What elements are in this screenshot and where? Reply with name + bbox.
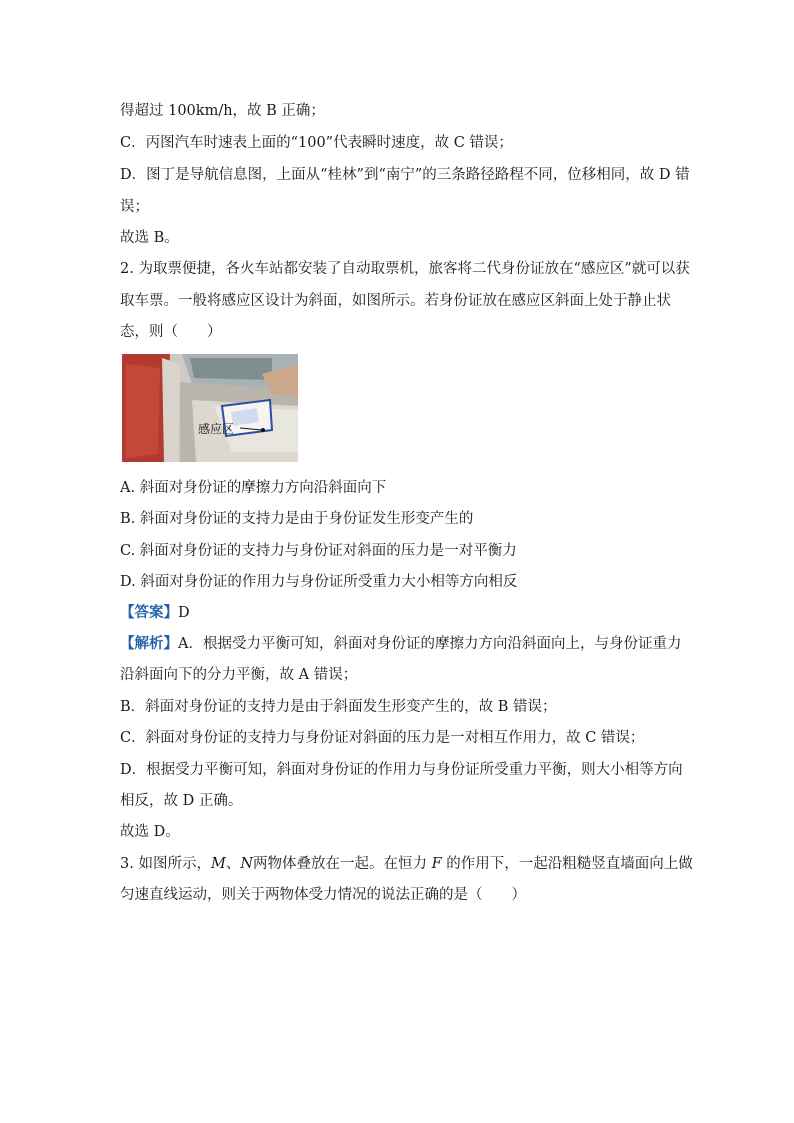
q3-text: 两物体叠放在一起。在恒力 xyxy=(253,856,432,872)
q3-text: 3. 如图所示， xyxy=(120,856,211,872)
option-d: D. 斜面对身份证的作用力与身份证所受重力大小相等方向相反 xyxy=(120,574,518,590)
q3-text: 、 xyxy=(225,856,241,872)
text-line: 得超过 100km/h，故 B 正确； xyxy=(120,103,325,119)
analysis-line xyxy=(120,634,681,654)
question-2-stem: 态，则（ ） xyxy=(120,324,222,340)
text-line: 误； xyxy=(120,199,149,215)
question-3-stem xyxy=(120,854,693,874)
q3-var-n: N xyxy=(240,856,253,872)
analysis-text: A．根据受力平衡可知，斜面对身份证的摩擦力方向沿斜面向上，与身份证重力 xyxy=(178,636,682,652)
answer-line xyxy=(120,603,190,623)
analysis-line: C．斜面对身份证的支持力与身份证对斜面的压力是一对相互作用力，故 C 错误； xyxy=(120,730,645,746)
analysis-line: D．根据受力平衡可知，斜面对身份证的作用力与身份证所受重力平衡，则大小相等方向 xyxy=(120,762,683,778)
question-2-stem: 取车票。一般将感应区设计为斜面，如图所示。若身份证放在感应区斜面上处于静止状 xyxy=(120,293,671,309)
q3-var-f: F xyxy=(431,856,442,872)
q3-var-m: M xyxy=(210,856,226,872)
question-2-stem: 2. 为取票便捷，各火车站都安装了自动取票机，旅客将二代身份证放在“感应区”就可以获 xyxy=(120,261,690,277)
analysis-line: B．斜面对身份证的支持力是由于斜面发生形变产生的，故 B 错误； xyxy=(120,699,557,715)
analysis-line: 沿斜面向下的分力平衡，故 A 错误； xyxy=(120,667,358,683)
text-line: C．丙图汽车时速表上面的“100”代表瞬时速度，故 C 错误； xyxy=(120,135,513,151)
text-line: D．图丁是导航信息图，上面从“桂林”到“南宁”的三条路径路程不同，位移相同，故 D 错 xyxy=(120,167,690,183)
analysis-line: 相反，故 D 正确。 xyxy=(120,793,243,809)
q3-text: 的作用下，一起沿粗糙竖直墙面向上做 xyxy=(441,856,693,872)
option-c: C. 斜面对身份证的支持力与身份证对斜面的压力是一对平衡力 xyxy=(120,543,517,559)
question-3-stem: 匀速直线运动，则关于两物体受力情况的说法正确的是（ ） xyxy=(120,887,526,903)
text-line: 故选 B。 xyxy=(120,230,179,246)
option-a: A. 斜面对身份证的摩擦力方向沿斜面向下 xyxy=(120,480,387,496)
answer-value: D xyxy=(178,605,190,621)
answer-tag: 【答案】 xyxy=(120,604,178,621)
ticket-machine-photo xyxy=(122,354,298,462)
option-b: B. 斜面对身份证的支持力是由于身份证发生形变产生的 xyxy=(120,511,474,527)
analysis-line: 故选 D。 xyxy=(120,824,180,840)
image-label: 感应区 xyxy=(198,422,235,436)
analysis-tag: 【解析】 xyxy=(120,635,178,652)
